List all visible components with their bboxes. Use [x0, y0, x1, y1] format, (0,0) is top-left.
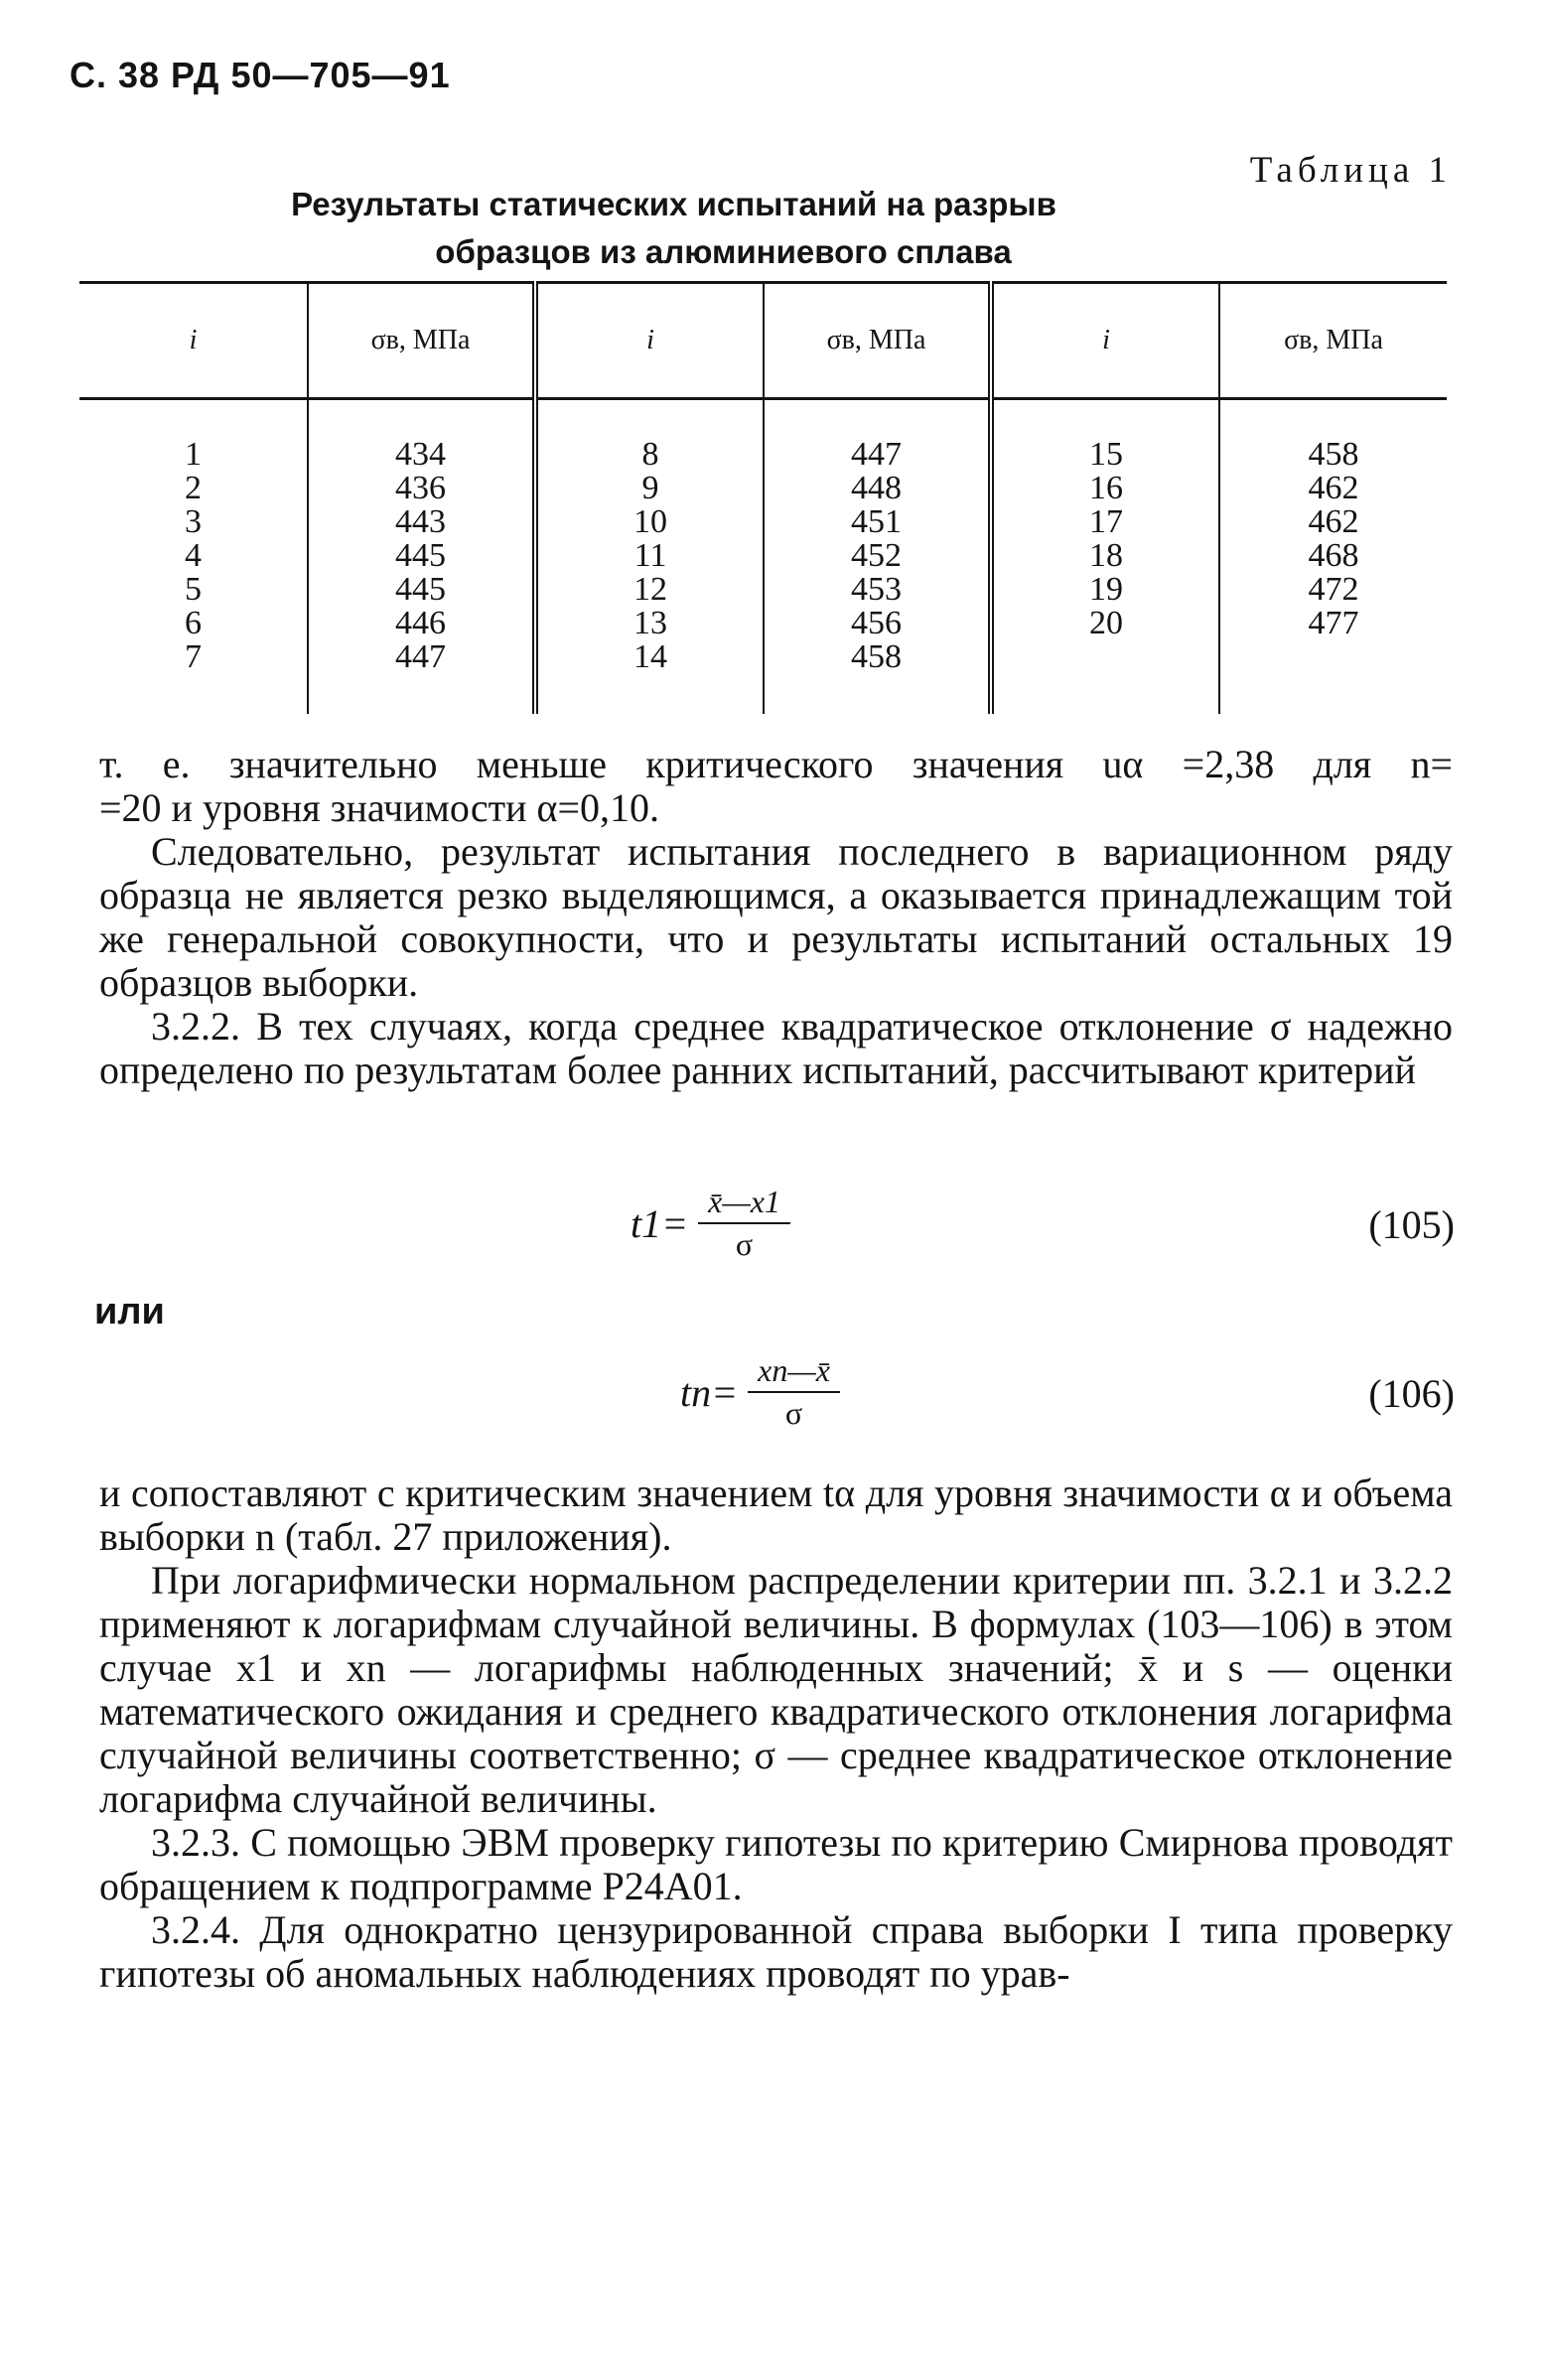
index-cell: 16 [1089, 470, 1123, 506]
value-cell: 445 [395, 537, 446, 574]
value-cell: 446 [395, 605, 446, 641]
index-cell: 17 [1089, 503, 1123, 540]
index-cell: 7 [185, 638, 202, 675]
index-cell: 18 [1089, 537, 1123, 574]
table-title [0, 181, 1546, 276]
index-cell: 3 [185, 503, 202, 540]
index-cell: 9 [641, 470, 659, 506]
value-cell: 462 [1308, 503, 1359, 540]
formula-105-expression [631, 1184, 790, 1263]
value-column-3 [1219, 399, 1447, 715]
index-cell: 12 [633, 571, 667, 608]
index-column-3 [991, 399, 1219, 715]
value-cell: 436 [395, 470, 446, 506]
index-cell: 20 [1089, 605, 1123, 641]
index-cell: 19 [1089, 571, 1123, 608]
value-cell: 452 [851, 537, 902, 574]
value-cell: 448 [851, 470, 902, 506]
equation-number-106: (106) [1368, 1371, 1455, 1416]
body-text-block [99, 743, 1453, 1092]
formula-106-expression [680, 1352, 840, 1432]
paragraph-critical-value-line-2: =20 и уровня значимости α=0,10. [99, 785, 660, 830]
index-cell: 1 [185, 436, 202, 473]
index-cell: 5 [185, 571, 202, 608]
paragraph-3-2-3: 3.2.3. С помощью ЭВМ проверку гипотезы по критерию Смирнова проводят обращением к подпрограмме P24A01. [99, 1820, 1453, 1908]
formula-105-denominator: σ [735, 1226, 754, 1262]
equation-number-105: (105) [1368, 1202, 1455, 1247]
value-cell: 477 [1308, 605, 1359, 641]
formula-106-denominator: σ [784, 1395, 803, 1431]
value-cell: 445 [395, 571, 446, 608]
value-cell: 447 [395, 638, 446, 675]
formula-105-fraction [698, 1184, 790, 1263]
index-cell: 15 [1089, 436, 1123, 473]
value-cell: 458 [1308, 436, 1359, 473]
value-cell: 456 [851, 605, 902, 641]
paragraph-3-2-2: 3.2.2. В тех случаях, когда среднее квадратическое отклонение σ надежно определено по результатам более ранних испытаний, рассчитывают критерий [99, 1004, 1453, 1092]
formula-106-fraction [748, 1352, 840, 1432]
value-column-1 [308, 399, 535, 715]
index-cell: 11 [633, 537, 667, 574]
formula-105-numerator: x̄—x1 [698, 1184, 790, 1224]
index-cell: 10 [633, 503, 667, 540]
column-header-i: i [79, 283, 308, 399]
paragraph-conclusion: Следовательно, результат испытания последнего в вариационном ряду образца не является резко выделяющимся, а оказывается принадлежащим той же генеральной совокупности, что и результаты испытаний остальных 19 образцов выборки. [99, 829, 1453, 1005]
value-cell: 434 [395, 436, 446, 473]
results-table [79, 281, 1447, 714]
word-or: или [94, 1291, 165, 1332]
value-cell: 472 [1308, 571, 1359, 608]
paragraph-lognormal: При логарифмически нормальном распределении критерии пп. 3.2.1 и 3.2.2 применяют к логарифмам случайной величины. В формулах (103—106) в этом случае x1 и xn — логарифмы наблюденных значений; x̄ и s — оценки математического ожидания и среднего квадратического отклонения логарифма случайной величины соответственно; σ — среднее квадратическое отклонение логарифма случайной величины. [99, 1558, 1453, 1821]
paragraph-critical-value-line-1: т. е. значительно меньше критического значения uα =2,38 для n= [99, 742, 1453, 786]
formula-106 [0, 1352, 1546, 1432]
value-cell: 462 [1308, 470, 1359, 506]
column-header-stress: σв, МПа [764, 283, 991, 399]
index-cell: 8 [641, 436, 659, 473]
index-column-2 [535, 399, 764, 715]
formula-105-lhs: t1= [631, 1200, 689, 1246]
value-cell: 447 [851, 436, 902, 473]
index-column-1 [79, 399, 308, 715]
column-header-stress: σв, МПа [308, 283, 535, 399]
formula-106-lhs: tn= [680, 1369, 739, 1415]
index-cell: 6 [185, 605, 202, 641]
value-column-2 [764, 399, 991, 715]
value-cell: 443 [395, 503, 446, 540]
paragraph-compare: и сопоставляют с критическим значением tα для уровня значимости α и объема выборки n (табл. 27 приложения). [99, 1470, 1453, 1559]
table-title-line-2: образцов из алюминиевого сплава [435, 233, 1012, 270]
column-header-i: i [991, 283, 1219, 399]
table-label: Таблица 1 [1249, 150, 1452, 191]
index-cell: 4 [185, 537, 202, 574]
index-cell: 2 [185, 470, 202, 506]
page-header: С. 38 РД 50—705—91 [70, 55, 451, 95]
table-title-line-1: Результаты статических испытаний на разрыв [291, 186, 1056, 222]
formula-105 [0, 1184, 1546, 1263]
table-body-row [79, 399, 1447, 715]
column-header-stress: σв, МПа [1219, 283, 1447, 399]
column-header-i: i [535, 283, 764, 399]
paragraph-3-2-4: 3.2.4. Для однократно цензурированной справа выборки I типа проверку гипотезы об аномальных наблюдениях проводят по урав- [99, 1907, 1453, 1996]
value-cell: 453 [851, 571, 902, 608]
value-cell: 468 [1308, 537, 1359, 574]
formula-106-numerator: xn—x̄ [748, 1352, 840, 1393]
table-header-row [79, 283, 1447, 399]
value-cell: 451 [851, 503, 902, 540]
index-cell: 13 [633, 605, 667, 641]
value-cell: 458 [851, 638, 902, 675]
body-text-block-2 [99, 1471, 1453, 1996]
index-cell: 14 [633, 638, 667, 675]
